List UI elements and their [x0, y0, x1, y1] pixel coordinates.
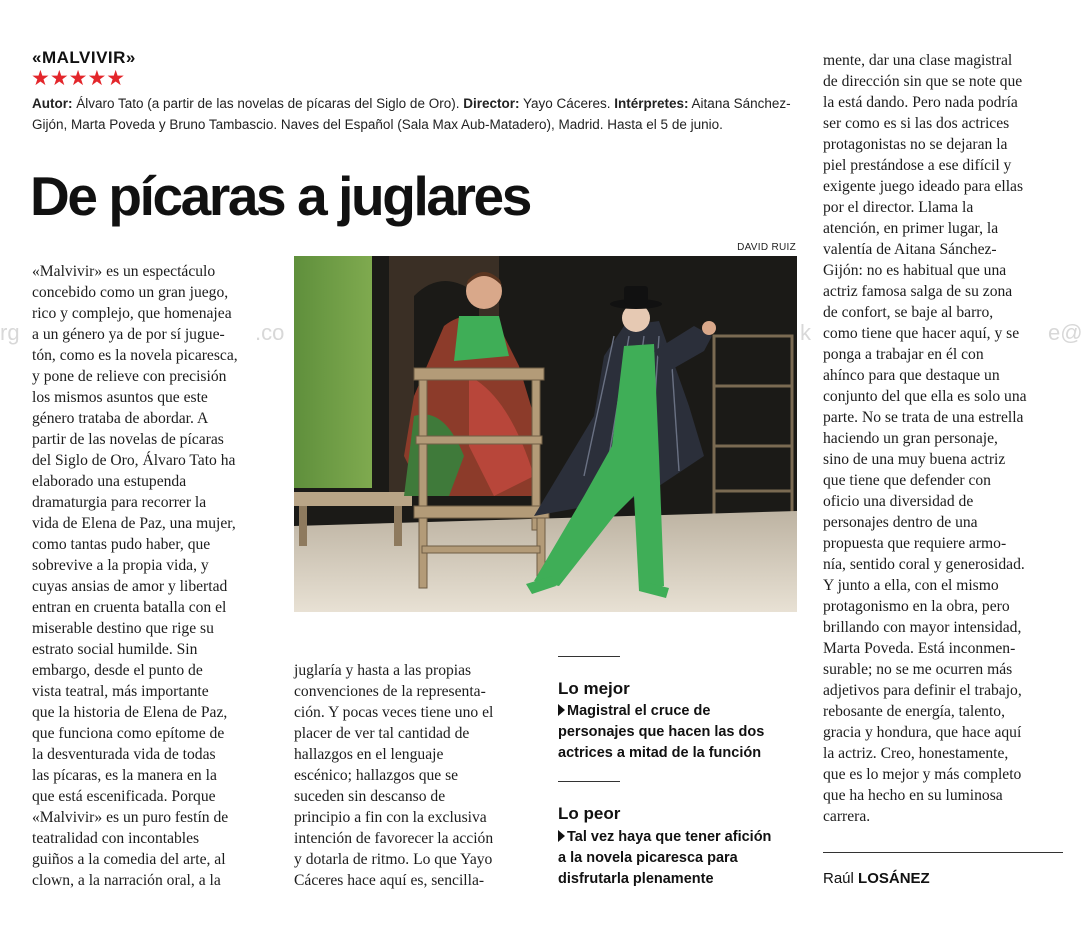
author-first-name: Raúl [823, 870, 859, 887]
article-line: elaborado una estupenda [32, 473, 187, 490]
best-text [558, 701, 803, 764]
watermark: e@ [1048, 320, 1083, 345]
article-line: de dirección sin que se note que [823, 73, 1023, 90]
article-line: dramaturgia para recorrer la [32, 494, 207, 511]
article-line: por el director. Llama la [823, 199, 974, 216]
article-line: la desventurada vida de todas [32, 746, 216, 763]
director-label: Director: [463, 96, 520, 111]
article-line: Cáceres hace aquí es, sencilla- [294, 872, 485, 889]
article-line: del Siglo de Oro, Álvaro Tato ha [32, 452, 236, 469]
article-line: que es lo mejor y más completo [823, 766, 1022, 783]
article-line: género trataba de abordar. A [32, 410, 209, 427]
show-title: «MALVIVIR» [32, 48, 136, 67]
article-line: ponga a trabajar en él con [823, 346, 984, 363]
article-line: a un género ya de por sí jugue- [32, 326, 225, 343]
article-line: «Malvivir» es un espectáculo [32, 263, 216, 280]
article-line: embargo, desde el punto de [32, 662, 203, 679]
star-rating: ★★★★★ [31, 66, 126, 90]
article-line: ser como es si las dos actrices [823, 115, 1010, 132]
box-line-text: Tal vez haya que tener afición [567, 829, 772, 845]
article-line: parte. No se trata de una estrella [823, 409, 1024, 426]
article-line: la está dando. Pero nada podría [823, 94, 1018, 111]
article-line: «Malvivir» es un puro festín de [32, 809, 229, 826]
article-line: atención, en primer lugar, la [823, 220, 999, 237]
article-line: guiños a la comedia del arte, al [32, 851, 226, 868]
article-line: vista teatral, más importante [32, 683, 209, 700]
article-line: que está escenificada. Porque [32, 788, 216, 805]
headline: De pícaras a juglares [30, 165, 530, 227]
article-line: miserable destino que rige su [32, 620, 214, 637]
article-line: vida de Elena de Paz, una mujer, [32, 515, 236, 532]
article-line: mente, dar una clase magistral [823, 52, 1013, 69]
article-line: suceden sin descanso de [294, 788, 446, 805]
article-line: piel prestándose a ese difícil y [823, 157, 1012, 174]
box-line [558, 848, 803, 869]
article-line: hallazgos en el lenguaje [294, 746, 444, 763]
box-line-text: disfrutarla plenamente [558, 871, 714, 887]
cast-label: Intérpretes: [614, 96, 689, 111]
article-column-3 [823, 50, 1063, 827]
article-line: las pícaras, es la manera en la [32, 767, 217, 784]
article-line: propuesta que requiere armo- [823, 535, 1007, 552]
watermark: rg [0, 320, 20, 345]
article-line: placer de ver tal cantidad de [294, 725, 470, 742]
article-line: ción. Y pocas veces tiene uno el [294, 704, 494, 721]
article-line: que funciona como epítome de [32, 725, 225, 742]
article-line: Y junto a ella, con el mismo [823, 577, 999, 594]
photo-credit: DAVID RUIZ [737, 242, 796, 253]
triangle-bullet-icon [558, 704, 565, 716]
article-line: rebosante de energía, talento, [823, 703, 1005, 720]
box-line [558, 869, 803, 890]
article-line: gracia y hondura, que hace aquí [823, 724, 1022, 741]
article-line: Marta Poveda. Está inconmen- [823, 640, 1016, 657]
article-line: estrato social humilde. Sin [32, 641, 198, 658]
stage-photo [294, 256, 797, 612]
article-line: exigente juego ideado para ellas [823, 178, 1024, 195]
best-heading: Lo mejor [558, 679, 630, 698]
article-line: la actriz. Creo, honestamente, [823, 745, 1009, 762]
box-line-text: Magistral el cruce de [567, 703, 711, 719]
article-line: carrera. [823, 808, 871, 825]
article-line: adjetivos para definir el trabajo, [823, 682, 1022, 699]
watermark: k [800, 320, 811, 345]
article-line: tón, como es la novela picaresca, [32, 347, 238, 364]
article-line: como tiene que hacer aquí, y se [823, 325, 1020, 342]
article-line: cuyas ansias de amor y libertad [32, 578, 228, 595]
article-line: personajes dentro de una [823, 514, 978, 531]
box-line [558, 743, 803, 764]
author-label: Autor: [32, 96, 73, 111]
article-line: oficio una diversidad de [823, 493, 974, 510]
box-line [558, 827, 803, 848]
article-line: rico y complejo, que homenajea [32, 305, 232, 322]
article-line: principio a fin con la exclusiva [294, 809, 487, 826]
article-line: valentía de Aitana Sánchez- [823, 241, 997, 258]
box-line-text: personajes que hacen las dos [558, 724, 765, 740]
article-line: que tiene que defender con [823, 472, 991, 489]
article-line: Gijón: no es habitual que una [823, 262, 1007, 279]
byline [823, 870, 930, 887]
divider [558, 656, 620, 657]
divider [558, 781, 620, 782]
article-line: y dotarla de ritmo. Lo que Yayo [294, 851, 493, 868]
article-line: como tantas pudo haber, que [32, 536, 211, 553]
article-line: actriz famosa salga de su zona [823, 283, 1013, 300]
watermark: .co [255, 320, 285, 345]
article-line: partir de las novelas de pícaras [32, 431, 224, 448]
article-line: conjunto del que ella es solo una [823, 388, 1027, 405]
box-line [558, 722, 803, 743]
article-line: convenciones de la representa- [294, 683, 486, 700]
article-line: teatralidad con incontables [32, 830, 200, 847]
author-last-name: LOSÁNEZ [858, 870, 930, 887]
credits-block [32, 93, 792, 135]
box-line-text: actrices a mitad de la función [558, 745, 762, 761]
article-line: nía, sentido coral y generosidad. [823, 556, 1025, 573]
article-line: brillando con mayor intensidad, [823, 619, 1022, 636]
article-line: y pone de relieve con precisión [32, 368, 227, 385]
article-column-1 [32, 261, 278, 891]
article-line: entran en cruenta batalla con el [32, 599, 227, 616]
divider [823, 852, 1063, 853]
article-line: los mismos asuntos que este [32, 389, 208, 406]
article-line: que la historia de Elena de Paz, [32, 704, 228, 721]
article-line: de confort, se baje al barro, [823, 304, 994, 321]
article-line: sino de una muy buena actriz [823, 451, 1006, 468]
box-line-text: a la novela picaresca para [558, 850, 738, 866]
article-line: que ha hecho en su luminosa [823, 787, 1003, 804]
article-line: concebido como un gran juego, [32, 284, 229, 301]
article-line: intención de favorecer la acción [294, 830, 494, 847]
article-line: juglaría y hasta a las propias [294, 662, 472, 679]
director-value: Yayo Cáceres. [519, 96, 615, 111]
triangle-bullet-icon [558, 830, 565, 842]
article-line: escénico; hallazgos que se [294, 767, 459, 784]
article-line: sobrevive a la propia vida, y [32, 557, 209, 574]
cast-value: Aitana Sánchez-Gijón, Marta Poveda y Bruno Tambascio. Naves del Español (Sala Max Aub-Matadero), Madrid. Hasta el 5 de junio. [32, 96, 791, 132]
article-line: haciendo un gran personaje, [823, 430, 998, 447]
worst-text [558, 827, 803, 890]
box-line [558, 701, 803, 722]
article-line: surable; no se me ocurren más [823, 661, 1013, 678]
article-line: protagonistas no se dejaran la [823, 136, 1008, 153]
article-line: protagonismo en la obra, pero [823, 598, 1010, 615]
article-column-2 [294, 660, 534, 891]
article-line: ahínco para que destaque un [823, 367, 1000, 384]
article-line: clown, a la narración oral, a la [32, 872, 221, 889]
worst-heading: Lo peor [558, 804, 621, 823]
author-value: Álvaro Tato (a partir de las novelas de pícaras del Siglo de Oro). [72, 96, 464, 111]
